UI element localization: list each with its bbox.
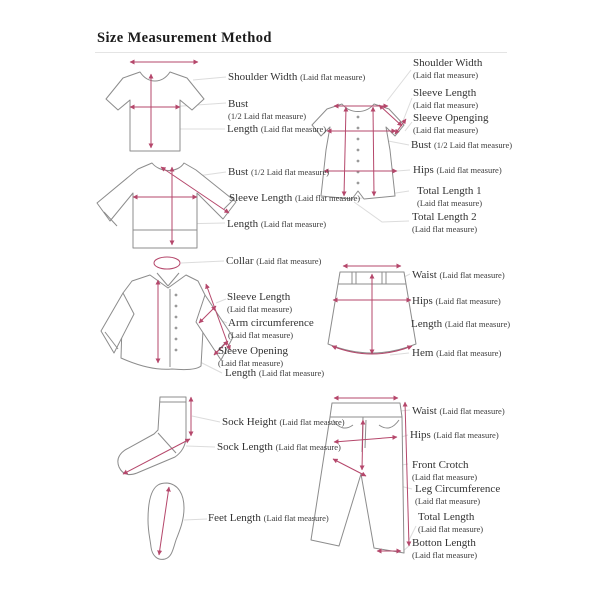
label-sub: (Laid flat measure) [412,472,478,482]
label-tshirt-length [227,124,326,134]
label-sub: (Laid flat measure) [439,406,505,416]
label-text: Hips [413,164,434,176]
label-sub: (Laid flat measure) [256,256,322,266]
label-sub: (Laid flat measure) [228,330,294,340]
label-text: Sleeve Openging [413,112,489,124]
label-text: Length [227,218,259,230]
label-text: Total Length [418,511,475,523]
label-text: Leg Circumference [415,483,501,495]
label-sub: (Laid flat measure) [412,550,478,560]
label-romper-sleeve-length [413,88,478,110]
label-text: Bust [228,166,249,178]
label-shirt-sleeve-length [227,292,292,314]
label-sub: (1/2 Laid flat measure) [433,140,513,150]
label-shirt-collar [226,256,321,266]
page-title: Size Measurement Method [97,30,272,46]
label-pants-front-crotch [412,460,477,482]
label-sub: (Laid flat measure) [263,513,329,523]
label-text: Length [225,367,257,379]
label-text: Botton Length [412,537,476,549]
label-text: Shoulder Width [228,71,298,83]
shirt-drawing [101,257,233,373]
label-sub: (Laid flat measure) [413,70,479,80]
label-text: Waist [412,269,437,281]
label-text: Sock Length [217,441,273,453]
foot-drawing [148,483,207,559]
sweater-drawing [97,163,236,248]
label-text: Hips [410,429,431,441]
label-skirt-length [411,319,510,329]
label-text: Sleeve Length [413,87,477,99]
label-sub: (1/2 Laid flat measure) [228,111,307,121]
label-romper-bust [411,140,512,150]
label-sub: (Laid flat measure) [418,524,484,534]
label-sweater-sleeve-length [229,193,360,203]
label-text: Sleeve Opening [218,345,288,357]
tshirt-drawing [106,62,226,151]
label-romper-total-length-1 [417,186,482,208]
label-sub: (Laid flat measure) [435,296,501,306]
label-sub: (Laid flat measure) [433,430,499,440]
skirt-drawing [328,266,416,355]
label-sub: (Laid flat measure) [294,193,361,203]
label-sweater-bust [228,167,329,177]
label-romper-sleeve-openging [413,113,488,135]
label-shirt-arm-circumference [228,318,314,340]
label-romper-hips [413,165,502,175]
label-text: Sleeve Length [227,291,291,303]
label-sub: (Laid flat measure) [300,72,366,82]
label-text: Bust [411,139,432,151]
label-sub: (Laid flat measure) [439,270,505,280]
label-pants-total-length [418,512,483,534]
label-pants-hips [410,430,499,440]
label-sock-height [222,417,345,427]
label-text: Front Crotch [412,459,469,471]
label-tshirt-bust [228,99,306,121]
label-sub: (Laid flat measure) [260,124,327,134]
label-text: Waist [412,405,437,417]
label-text: Sleeve Length [229,192,293,204]
label-romper-total-length-2 [412,212,477,234]
label-shirt-sleeve-opening [218,346,288,368]
label-sub: (Laid flat measure) [436,165,502,175]
label-text: Sock Height [222,416,277,428]
sock-drawing [118,397,220,475]
label-text: Length [227,123,259,135]
label-feet-length [208,513,329,523]
label-sub: (Laid flat measure) [415,496,481,506]
label-sock-length [217,442,341,452]
label-pants-botton-length [412,538,477,560]
label-sub: (Laid flat measure) [412,224,478,234]
label-sub: (Laid flat measure) [444,319,511,329]
label-text: Hips [412,295,433,307]
label-text: Shoulder Width [413,57,483,69]
label-sub: (Laid flat measure) [258,368,325,378]
label-text: Feet Length [208,512,261,524]
label-sub: (Laid flat measure) [275,442,341,452]
label-sub: (Laid flat measure) [417,198,483,208]
label-sub: (Laid flat measure) [218,358,284,368]
label-text: Total Length 1 [417,185,482,197]
label-skirt-hips [412,296,501,306]
label-shirt-length [225,368,324,378]
label-text: Total Length 2 [412,211,477,223]
label-tshirt-shoulder-width [228,72,365,82]
label-sub: (Laid flat measure) [436,348,502,358]
label-romper-shoulder-width [413,58,482,80]
label-skirt-hem [412,348,501,358]
label-text: Bust [228,98,249,110]
label-sweater-length [227,219,326,229]
label-sub: (Laid flat measure) [227,304,293,314]
label-sub: (Laid flat measure) [279,417,345,427]
label-sub: (1/2 Laid flat measure) [250,167,330,177]
label-pants-leg-circumference [415,484,500,506]
label-pants-waist [412,406,505,416]
label-sub: (Laid flat measure) [260,219,327,229]
label-sub: (Laid flat measure) [413,100,479,110]
label-text: Hem [412,347,434,359]
label-text: Length [411,318,443,330]
label-text: Arm circumference [228,317,314,329]
label-text: Collar [226,255,254,267]
label-skirt-waist [412,270,505,280]
label-sub: (Laid flat measure) [413,125,479,135]
